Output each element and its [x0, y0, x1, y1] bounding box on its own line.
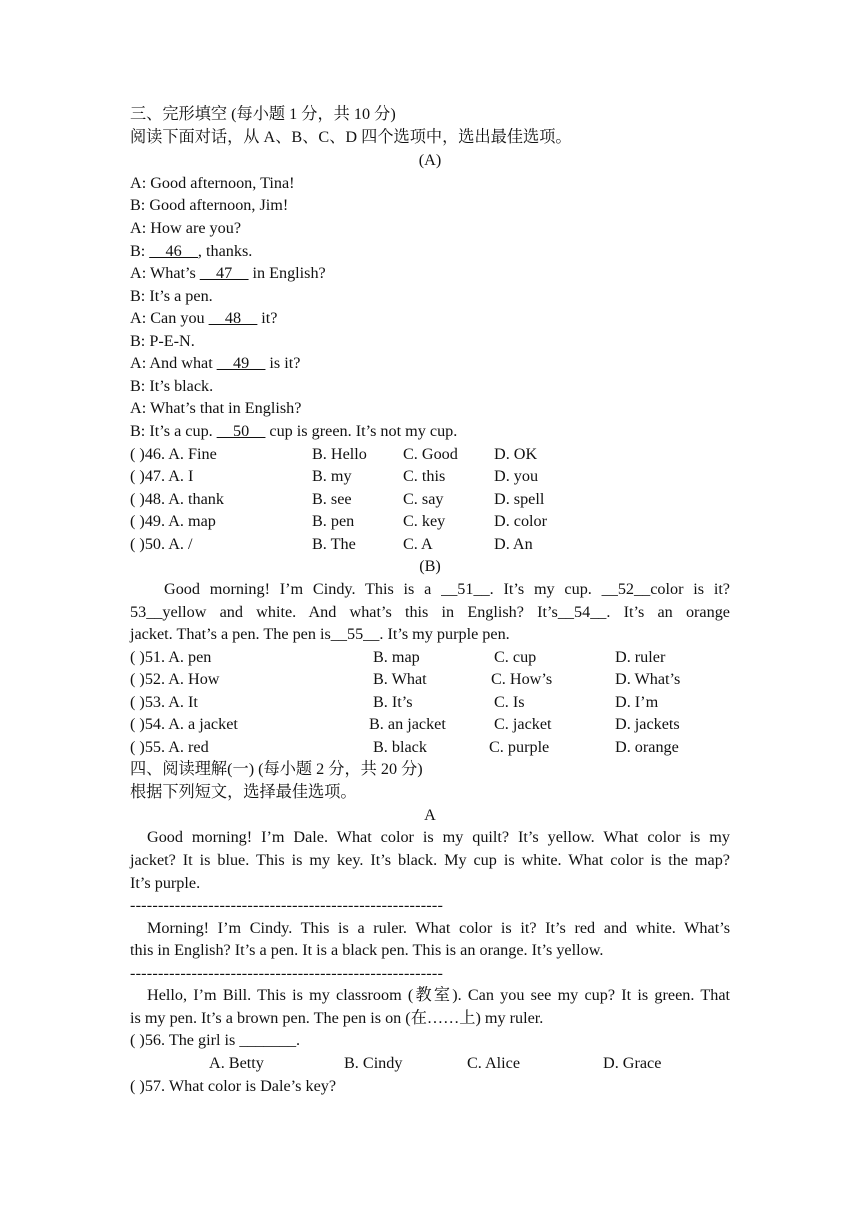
blank-46: __46__	[149, 242, 198, 260]
option-c: C. this	[403, 467, 446, 485]
question-stem: ( )46. A. Fine	[130, 445, 217, 463]
dialogue-line: A: Good afternoon, Tina!	[130, 174, 295, 192]
reading-a-title: A	[424, 806, 436, 824]
option-b: B. Cindy	[344, 1054, 403, 1072]
option-b: B. What	[373, 670, 427, 688]
question-stem: ( )51. A. pen	[130, 648, 212, 666]
option-c: C. Is	[494, 693, 525, 711]
option-d: D. jackets	[615, 715, 680, 733]
option-d: D. spell	[494, 490, 545, 508]
passage-line: this in English? It’s a pen. It is a black pen. This is an orange. It’s yellow.	[130, 941, 604, 959]
option-c: C. A	[403, 535, 433, 553]
line-text: A: And what	[130, 354, 217, 372]
section4-title: 四、阅读理解(一) (每小题 2 分，共 20 分)	[130, 760, 423, 778]
dialogue-line-blank-47	[130, 262, 730, 284]
option-c: C. say	[403, 490, 444, 508]
question-stem: ( )50. A. /	[130, 535, 193, 553]
option-d: D. OK	[494, 445, 538, 463]
passage-b-line: 53__yellow and white. And what’s this in English? It’s__54__. It’s an orange	[130, 603, 730, 621]
separator-line: --------------------------------------------------------	[130, 896, 444, 914]
option-c: C. key	[403, 512, 446, 530]
option-b: B. my	[312, 467, 352, 485]
line-text: B: It’s a cup.	[130, 422, 217, 440]
dialogue-line: B: Good afternoon, Jim!	[130, 196, 289, 214]
option-c: C. purple	[489, 738, 550, 756]
passage-line: It’s purple.	[130, 874, 201, 892]
section3-title: 三、完形填空 (每小题 1 分，共 10 分)	[130, 105, 396, 123]
blank-47: __47__	[199, 264, 249, 282]
option-c: C. jacket	[494, 715, 552, 733]
option-d: D. An	[494, 535, 533, 553]
passage-b-line: jacket. That’s a pen. The pen is__55__. It’s my purple pen.	[130, 625, 510, 643]
option-c: C. Good	[403, 445, 458, 463]
option-c: C. How’s	[491, 670, 553, 688]
line-text: A: Can you	[130, 309, 209, 327]
separator-line: --------------------------------------------------------	[130, 964, 444, 982]
question-stem: ( )52. A. How	[130, 670, 220, 688]
line-text: it?	[257, 309, 278, 327]
option-d: D. color	[494, 512, 548, 530]
question-56-stem: ( )56. The girl is _______.	[130, 1031, 301, 1049]
passage-line: is my pen. It’s a brown pen. The pen is on (在……上) my ruler.	[130, 1009, 544, 1027]
passage-line: jacket? It is blue. This is my key. It’s black. My cup is white. What color is the map?	[130, 851, 730, 869]
option-b: B. Hello	[312, 445, 367, 463]
passage-line: Morning! I’m Cindy. This is a ruler. What color is it? It’s red and white. What’s	[147, 919, 730, 937]
passage-line: Good morning! I’m Dale. What color is my quilt? It’s yellow. What color is my	[147, 828, 730, 846]
section3-instruction: 阅读下面对话，从 A、B、C、D 四个选项中，选出最佳选项。	[130, 128, 572, 146]
option-d: D. you	[494, 467, 539, 485]
dialogue-line: B: It’s black.	[130, 377, 214, 395]
dialogue-line-blank-46	[130, 240, 730, 262]
part-a-title: (A)	[418, 151, 442, 169]
question-stem: ( )49. A. map	[130, 512, 216, 530]
option-d: D. ruler	[615, 648, 666, 666]
option-b: B. an jacket	[369, 715, 446, 733]
line-text: in English?	[248, 264, 326, 282]
question-stem: ( )53. A. It	[130, 693, 198, 711]
question-stem: ( )55. A. red	[130, 738, 209, 756]
question-stem: ( )48. A. thank	[130, 490, 224, 508]
passage-b-line: Good morning! I’m Cindy. This is a __51__. It’s my cup. __52__color is it?	[164, 580, 730, 598]
option-b: B. The	[312, 535, 356, 553]
question-57-stem: ( )57. What color is Dale’s key?	[130, 1077, 337, 1095]
blank-49: __49__	[216, 354, 266, 372]
option-c: C. cup	[494, 648, 537, 666]
dialogue-line-blank-50	[130, 420, 730, 442]
blank-50: __50__	[216, 422, 266, 440]
blank-48: __48__	[208, 309, 258, 327]
question-stem: ( )54. A. a jacket	[130, 715, 238, 733]
option-b: B. It’s	[373, 693, 413, 711]
line-text: , thanks.	[197, 242, 253, 260]
option-b: B. black	[373, 738, 427, 756]
question-stem: ( )47. A. I	[130, 467, 194, 485]
line-text: A: What’s	[130, 264, 200, 282]
dialogue-line: B: P-E-N.	[130, 332, 195, 350]
option-a: A. Betty	[209, 1054, 264, 1072]
line-text: is it?	[265, 354, 301, 372]
dialogue-line: A: What’s that in English?	[130, 399, 302, 417]
dialogue-line-blank-49	[130, 352, 730, 374]
dialogue-line-blank-48	[130, 307, 730, 329]
line-text: cup is green. It’s not my cup.	[265, 422, 458, 440]
line-text: B:	[130, 242, 150, 260]
dialogue-line: A: How are you?	[130, 219, 242, 237]
part-b-title: (B)	[419, 557, 441, 575]
option-b: B. see	[312, 490, 352, 508]
option-d: D. orange	[615, 738, 679, 756]
option-d: D. I’m	[615, 693, 659, 711]
option-c: C. Alice	[467, 1054, 521, 1072]
option-d: D. What’s	[615, 670, 681, 688]
passage-line: Hello, I’m Bill. This is my classroom (教室). Can you see my cup? It is green. That	[147, 986, 730, 1004]
option-b: B. map	[373, 648, 420, 666]
dialogue-line: B: It’s a pen.	[130, 287, 213, 305]
option-d: D. Grace	[603, 1054, 662, 1072]
section4-instruction: 根据下列短文，选择最佳选项。	[130, 783, 357, 801]
option-b: B. pen	[312, 512, 355, 530]
